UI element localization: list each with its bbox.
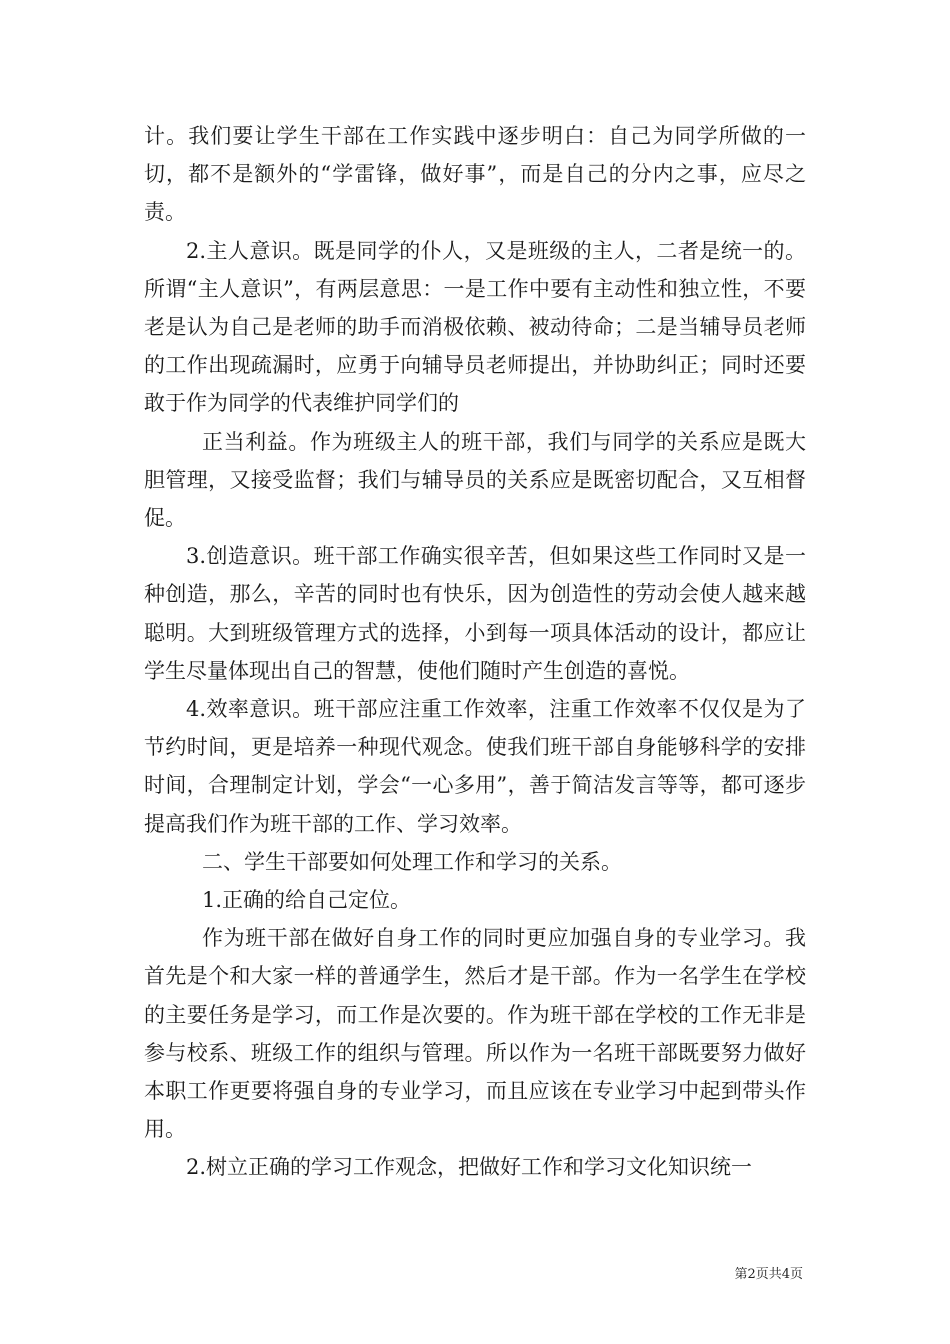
paragraph-efficiency-awareness: 4.效率意识。班干部应注重工作效率，注重工作效率不仅仅是为了节约时间，更是培养一种现代观念。使我们班干部自身能够科学的安排时间，合理制定计划，学会“一心多用”，善于简洁发言等等，都可逐步提高我们作为班干部的工作、学习效率。 <box>144 697 806 836</box>
paragraph-owner-awareness: 2.主人意识。既是同学的仆人，又是班级的主人，二者是统一的。所谓“主人意识”，有两层意思：一是工作中要有主动性和独立性，不要老是认为自己是老师的助手而消极依赖、被动待命；二是当辅导员老师的工作出现疏漏时，应勇于向辅导员老师提出，并协助纠正；同时还要敢于作为同学的代表维护同学们的 <box>144 238 806 416</box>
page-number: 第2页共4页 <box>734 1267 803 1282</box>
paragraph-class-cadre-study: 作为班干部在做好自身工作的同时更应加强自身的专业学习。我首先是个和大家一样的普通学生，然后才是干部。作为一名学生在学校的主要任务是学习，而工作是次要的。作为班干部在学校的工作无非是参与校系、班级工作的组织与管理。所以作为一名班干部既要努力做好本职工作更要将强自身的专业学习，而且应该在专业学习中起到带头作用。 <box>144 926 806 1142</box>
paragraph-creativity-awareness: 3.创造意识。班干部工作确实很辛苦，但如果这些工作同时又是一种创造，那么，辛苦的同时也有快乐，因为创造性的劳动会使人越来越聪明。大到班级管理方式的选择，小到每一项具体活动的设计，都应让学生尽量体现出自己的智慧，使他们随时产生创造的喜悦。 <box>144 544 806 683</box>
section-heading-work-study: 二、学生干部要如何处理工作和学习的关系。 <box>202 849 622 874</box>
paragraph-correct-concept: 2.树立正确的学习工作观念，把做好工作和学习文化知识统一 <box>186 1155 753 1180</box>
paragraph-continuation: 计。我们要让学生干部在工作实践中逐步明白：自己为同学所做的一切，都不是额外的“学雷锋，做好事”，而是自己的分内之事，应尽之责。 <box>144 124 806 225</box>
paragraph-legitimate-interests: 正当利益。作为班级主人的班干部，我们与同学的关系应是既大胆管理，又接受监督；我们与辅导员的关系应是既密切配合，又互相督促。 <box>144 429 806 531</box>
document-body <box>144 117 806 1187</box>
subheading-positioning: 1.正确的给自己定位。 <box>202 888 412 913</box>
